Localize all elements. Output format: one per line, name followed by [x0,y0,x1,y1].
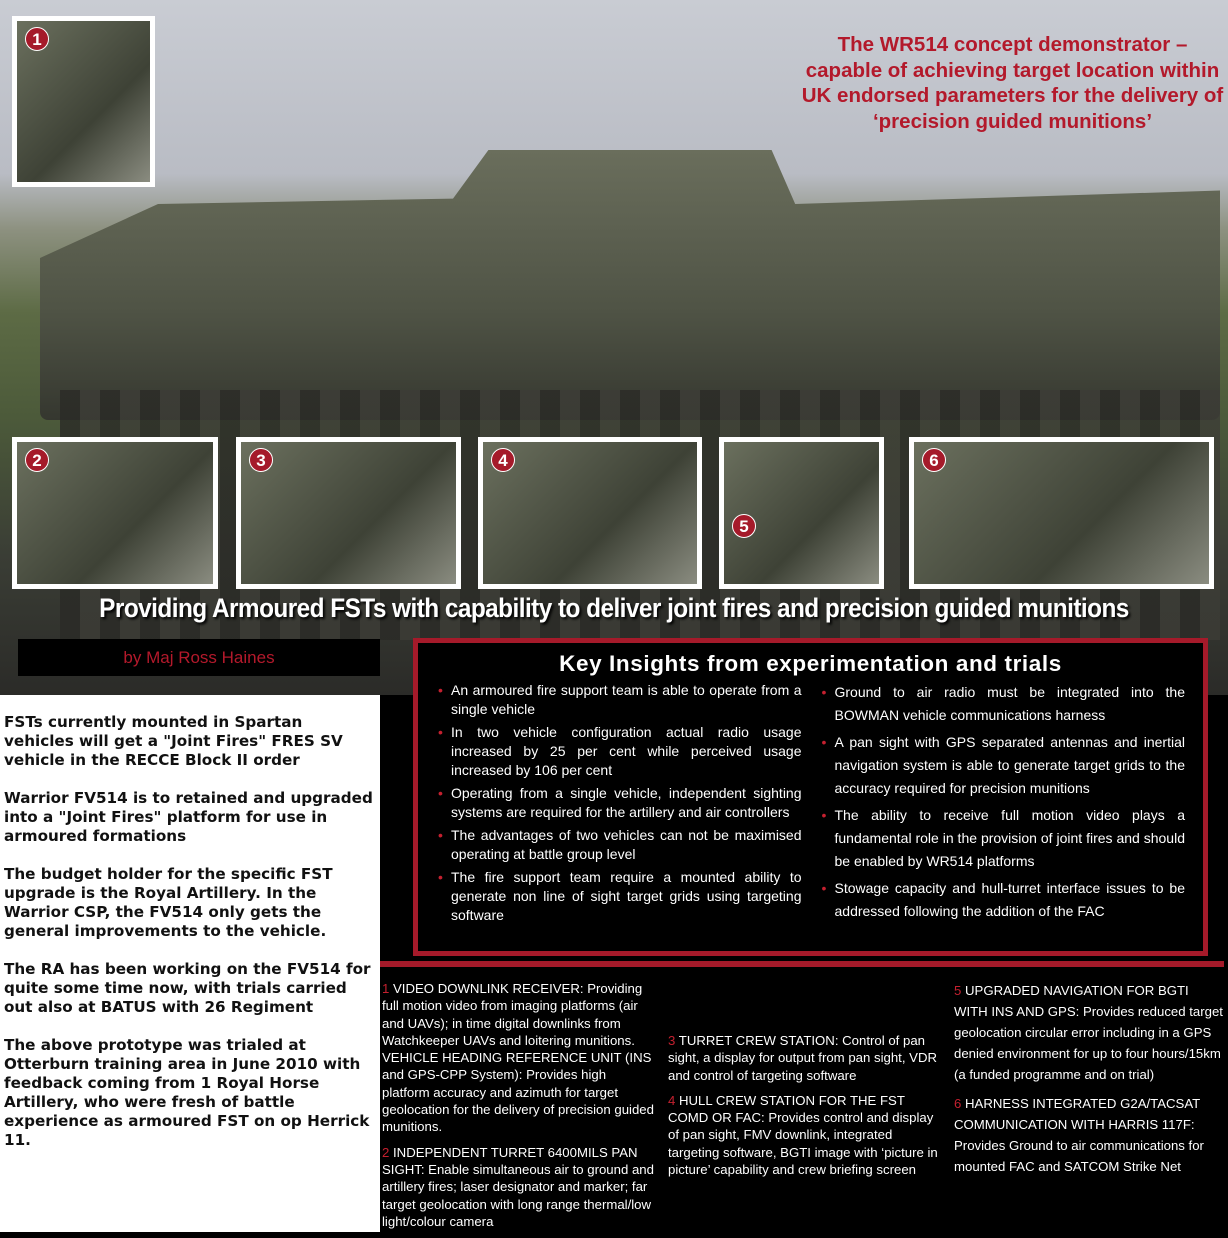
key-insights-box [413,638,1208,956]
caption-number: 3 [668,1033,676,1048]
caption-text: VIDEO DOWNLINK RECEIVER: Providing full motion video from imaging platforms (air and UAVs); in time digital downlinks from Watchkeeper UAVs and loitering munitions. [382,981,643,1048]
inset-photo-6 [909,437,1214,589]
insight-item: • In two vehicle configuration actual radio usage increased by 25 per cent while perceived usage increased by 106 per cent [436,723,802,780]
inset-number: 4 [491,448,515,472]
caption-6 [954,1093,1226,1177]
inset-number: 1 [25,27,49,51]
photo-headline: The WR514 concept demonstrator – capable of achieving target location within UK endorsed parameters for the delivery of ‘precision guided munitions’ [801,33,1224,133]
paragraph: FSTs currently mounted in Spartan vehicles will get a "Joint Fires" FRES SV vehicle in the RECCE Block II order [4,713,343,769]
inset-number: 5 [732,514,756,538]
caption-2 [382,1144,654,1230]
insight-item: • An armoured fire support team is able to operate from a single vehicle [436,681,802,719]
caption-number: 5 [954,983,962,998]
insight-item: • The advantages of two vehicles can not be maximised operating at battle group level [436,826,802,864]
caption-text: UPGRADED NAVIGATION FOR BGTI WITH INS AND GPS: Provides reduced target geolocation circular error including in a GPS denied environment for up to four hours/15km (a funded programme and on trial) [954,983,1223,1082]
caption-text: HULL CREW STATION FOR THE FST COMD OR FAC: Provides control and display of pan sight, FMV downlink, integrated targeting software, BGTI image with ‘picture in picture’ capability and crew briefing screen [668,1092,938,1178]
inset-number: 3 [249,448,273,472]
caption-4 [668,1092,940,1178]
caption-number: 1 [382,981,390,996]
insight-item: • The fire support team require a mounted ability to generate non line of sight target grids using targeting software [436,868,802,925]
insight-item: • A pan sight with GPS separated antennas and inertial navigation system is able to generate target grids to the accuracy required for precision munitions [820,731,1186,800]
paragraph: The above prototype was trialed at Otterburn training area in June 2010 with feedback coming from 1 Royal Horse Artillery, who were fresh of battle experience as armoured FST on op Herrick 11. [4,1036,370,1149]
insight-item: • Ground to air radio must be integrated into the BOWMAN vehicle communications harness [820,681,1186,727]
inset-photo-5 [719,437,884,589]
inset-photo-3 [236,437,461,589]
caption-5 [954,980,1226,1085]
caption-number: 2 [382,1144,390,1160]
caption-number: 4 [668,1092,676,1108]
insight-item: • The ability to receive full motion video plays a fundamental role in the provision of joint fires and should be enabled by WR514 platforms [820,804,1186,873]
left-column [0,695,380,1232]
caption-3 [668,1032,940,1084]
paragraph: The budget holder for the specific FST upgrade is the Royal Artillery. In the Warrior CSP, the FV514 only gets the general improvements to the vehicle. [4,865,333,940]
insight-item: • Operating from a single vehicle, independent sighting systems are required for the artillery and air controllers [436,784,802,822]
paragraph: The RA has been working on the FV514 for quite some time now, with trials carried out also at BATUS with 26 Regiment [4,960,371,1016]
caption-text: HARNESS INTEGRATED G2A/TACSAT COMMUNICATION WITH HARRIS 117F: Provides Ground to air communications for mounted FAC and SATCOM Strike Net [954,1096,1204,1174]
key-insights-heading: Key Insights from experimentation and trials [559,651,1062,676]
byline: by Maj Ross Haines [18,639,380,676]
paragraph: Warrior FV514 is to retained and upgraded into a "Joint Fires" platform for use in armoured formations [4,789,373,845]
inset-number: 2 [25,448,49,472]
divider [380,961,1224,967]
caption-1 [382,980,654,1136]
caption-text: INDEPENDENT TURRET 6400MILS PAN SIGHT: Enable simultaneous air to ground and artillery fires; laser designator and marker; far target geolocation with long range thermal/low light/colour camera [382,1144,654,1229]
caption-number: 6 [954,1096,962,1111]
caption-text: VEHICLE HEADING REFERENCE UNIT (INS and GPS-CPP System): Provides high platform accuracy and azimuth for target geolocation for the delivery of precision guided munitions. [382,1050,654,1135]
inset-photo-1 [12,16,155,187]
inset-photo-4 [478,437,702,589]
captions [382,980,1228,1238]
article-title: Providing Armoured FSTs with capability to deliver joint fires and precision guided munitions [99,593,1129,623]
inset-photo-2 [12,437,218,589]
caption-text: TURRET CREW STATION: Control of pan sight, a display for output from pan sight, VDR and control of targeting software [668,1033,938,1083]
inset-number: 6 [922,448,946,472]
insight-item: • Stowage capacity and hull-turret interface issues to be addressed following the addition of the FAC [820,877,1186,923]
